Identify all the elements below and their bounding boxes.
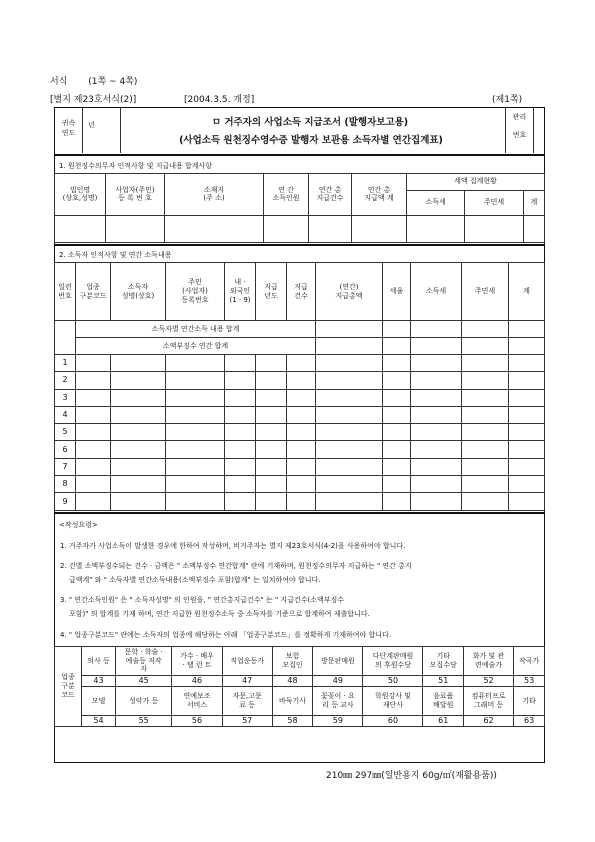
summary-row-total <box>55 321 545 338</box>
year-label-2: 연도 <box>61 129 76 137</box>
col-residency: 내 · 외국인 (1 · 9) <box>225 263 256 321</box>
payee-row[interactable] <box>55 441 545 458</box>
industry-label: 학원강사 및 재단사 <box>363 687 423 716</box>
section1-title: 1. 원천징수의무자 인적사항 및 지급내용 합계사항 <box>59 162 213 170</box>
note-4: 4. " 업종구분코드" 란에는 소득자의 업종에 해당하는 아래 「업종구분코드」를 정확하게 기재하여야 합니다. <box>60 631 392 639</box>
industry-label: 음료품 배달원 <box>423 687 463 716</box>
col-resident-tax-2: 주민세 <box>462 263 509 321</box>
industry-code: 59 <box>313 716 363 727</box>
col-sum: 계 <box>523 190 544 215</box>
industry-code: 55 <box>115 716 172 727</box>
notes-heading: <작성요령> <box>59 521 98 529</box>
industry-code: 56 <box>172 716 222 727</box>
col-pay-year: 지급 년도 <box>256 263 287 321</box>
mgmt-label-2: 번호 <box>512 131 527 139</box>
payee-row[interactable] <box>55 458 545 475</box>
year-unit: 년 <box>88 121 95 129</box>
industry-label: 의사 등 <box>82 647 116 676</box>
industry-label: 작곡가 <box>514 647 545 676</box>
industry-label: 꽃꽂이 · 요 리 등 교사 <box>313 687 363 716</box>
col-address: 소재지 (주 소) <box>165 174 264 216</box>
mgmt-label-1: 관리 <box>512 113 527 121</box>
row-number: 7 <box>55 458 76 475</box>
note-2a: 2. 건별 소액부징수되는 건수 · 금액은 " 소액부징수 연간합계" 란에 기재하며, 원천징수의무자 지급하는 " 연간 총지 <box>60 562 412 570</box>
payee-row[interactable] <box>55 476 545 493</box>
industry-code: 43 <box>82 676 116 687</box>
note-3a: 3. " 연간소득인원" 은 " 소득자성명" 의 인원을, " 연간총지급건수" 는 " 지급건수(소액부징수 <box>60 596 345 604</box>
industry-code: 57 <box>222 716 272 727</box>
col-payee-id: 주민 (사업자) 등록번호 <box>166 263 225 321</box>
industry-code: 53 <box>514 676 545 687</box>
row-number: 4 <box>55 406 76 423</box>
section1 <box>54 155 545 245</box>
col-resident-tax: 주민세 <box>465 190 523 215</box>
tax-summary-header: 세액 집계현황 <box>407 174 545 191</box>
title-block <box>54 107 545 155</box>
industry-label: 바둑기사 <box>272 687 312 716</box>
note-2b: 급액계" 와 " 소득자별 연간소득내용(소액부징수 포함)합계" 는 일치하여야 합니다. <box>69 576 321 584</box>
year-label-1: 귀속 <box>61 119 76 127</box>
col-corp-name: 법인명 (상호,성명) <box>55 174 106 216</box>
industry-code: 61 <box>423 716 463 727</box>
col-income-tax-2: 소득세 <box>411 263 462 321</box>
col-annual-count: 연 간 소득인원 <box>264 174 309 216</box>
section1-table <box>54 173 545 243</box>
industry-label: 화가 및 관 련예술가 <box>463 647 513 676</box>
industry-code: 51 <box>423 676 463 687</box>
industry-code: 50 <box>363 676 423 687</box>
industry-label: 기타 모집수당 <box>423 647 463 676</box>
industry-code: 47 <box>222 676 272 687</box>
industry-label: 자문,고문 료 등 <box>222 687 272 716</box>
col-serial: 일련 번호 <box>55 263 76 321</box>
industry-label: 가수 · 배우 · 탤 런 트 <box>172 647 222 676</box>
col-industry-code: 업종 구분코드 <box>76 263 111 321</box>
year-input-cell[interactable] <box>82 108 121 153</box>
industry-label: 성악가 등 <box>115 687 172 716</box>
col-pay-count: 지급 건수 <box>287 263 316 321</box>
industry-label: 보험 모집인 <box>272 647 312 676</box>
form-number: [별지 제23호서식(2)] <box>50 95 137 105</box>
industry-code: 49 <box>313 676 363 687</box>
row-number: 6 <box>55 441 76 458</box>
industry-code: 52 <box>463 676 513 687</box>
industry-label: 직업운동가 <box>222 647 272 676</box>
col-biz-no: 사업자(주민) 등 록 번 호 <box>106 174 165 216</box>
section2 <box>54 245 545 513</box>
col-payee-name: 소득자 성명(상호) <box>111 263 166 321</box>
payee-row[interactable] <box>55 372 545 389</box>
row-number: 2 <box>55 372 76 389</box>
industry-code: 54 <box>82 716 116 727</box>
col-pay-amount: (연간) 지급총액 <box>316 263 383 321</box>
row-number: 9 <box>55 493 76 510</box>
note-3b: 포함)" 의 합계를 기재 하며, 연간 지급한 원천징수소득 중 소득자를 기준으로 합계하여 제출합니다. <box>69 610 370 618</box>
payee-row[interactable] <box>55 493 545 510</box>
industry-code: 58 <box>272 716 312 727</box>
industry-code-table <box>54 646 545 727</box>
notes-section <box>54 513 545 763</box>
industry-label: 방문판매원 <box>313 647 363 676</box>
industry-label: 기타 <box>514 687 545 716</box>
industry-label: 모델 <box>82 687 116 716</box>
section2-title: 2. 소득자 인적사항 및 연간 소득내용 <box>59 251 172 259</box>
industry-code: 46 <box>172 676 222 687</box>
summary-row-small <box>55 338 545 355</box>
form-title: ㅁ 거주자의 사업소득 지급조서 (발행자보고용) <box>211 117 409 128</box>
industry-label: 문학 · 학술 · 예술등 저작 자 <box>115 647 172 676</box>
payee-row[interactable] <box>55 355 545 372</box>
industry-code-side-label: 업종 구분 코드 <box>55 647 82 727</box>
summary-label-small: 소액부징수 연간 합계 <box>76 338 316 355</box>
form-pages: (1쪽 ~ 4쪽) <box>88 77 138 87</box>
payee-row[interactable] <box>55 389 545 406</box>
col-tax-rate: 세율 <box>383 263 411 321</box>
revision-date: [2004.3.5. 개정] <box>184 95 255 105</box>
industry-label: 연예보조 서비스 <box>172 687 222 716</box>
col-annual-cases: 연간 총 지급건수 <box>309 174 352 216</box>
note-1: 1. 거주자가 사업소득이 발생한 경우에 한하여 작성하며, 비거주자는 별지 제23호서식(4-2)을 사용하여야 합니다. <box>60 542 406 550</box>
industry-code: 48 <box>272 676 312 687</box>
row-number: 3 <box>55 389 76 406</box>
page-number: (제1쪽) <box>492 95 523 105</box>
row-number: 8 <box>55 476 76 493</box>
form-label: 서식 <box>50 77 68 87</box>
summary-label-total: 소득자별 연간소득 내용 합계 <box>76 321 316 338</box>
payee-row[interactable] <box>55 406 545 423</box>
industry-code: 63 <box>514 716 545 727</box>
industry-label: 컴퓨터프로 그래머 등 <box>463 687 513 716</box>
col-annual-total: 연간 총 지급액 계 <box>352 174 407 216</box>
row-number: 5 <box>55 424 76 441</box>
industry-label: 다단계판매원 의 후원수당 <box>363 647 423 676</box>
col-income-tax: 소득세 <box>407 190 465 215</box>
mgmt-label-cell <box>505 108 534 153</box>
section1-input-row[interactable] <box>55 215 545 242</box>
industry-code: 62 <box>463 716 513 727</box>
col-sum-2: 계 <box>509 263 545 321</box>
industry-code: 45 <box>115 676 172 687</box>
paper-spec: 210㎜ 297㎜(일반용지 60g/㎡(재활용품)) <box>326 771 497 781</box>
row-number: 1 <box>55 355 76 372</box>
form-label-line <box>50 74 137 87</box>
industry-code: 60 <box>363 716 423 727</box>
year-label-cell <box>55 108 83 153</box>
form-subtitle: (사업소득 원천징수영수증 발행자 보관용 소득자별 연간집계표) <box>179 135 443 146</box>
section2-table <box>54 262 545 511</box>
payee-row[interactable] <box>55 424 545 441</box>
